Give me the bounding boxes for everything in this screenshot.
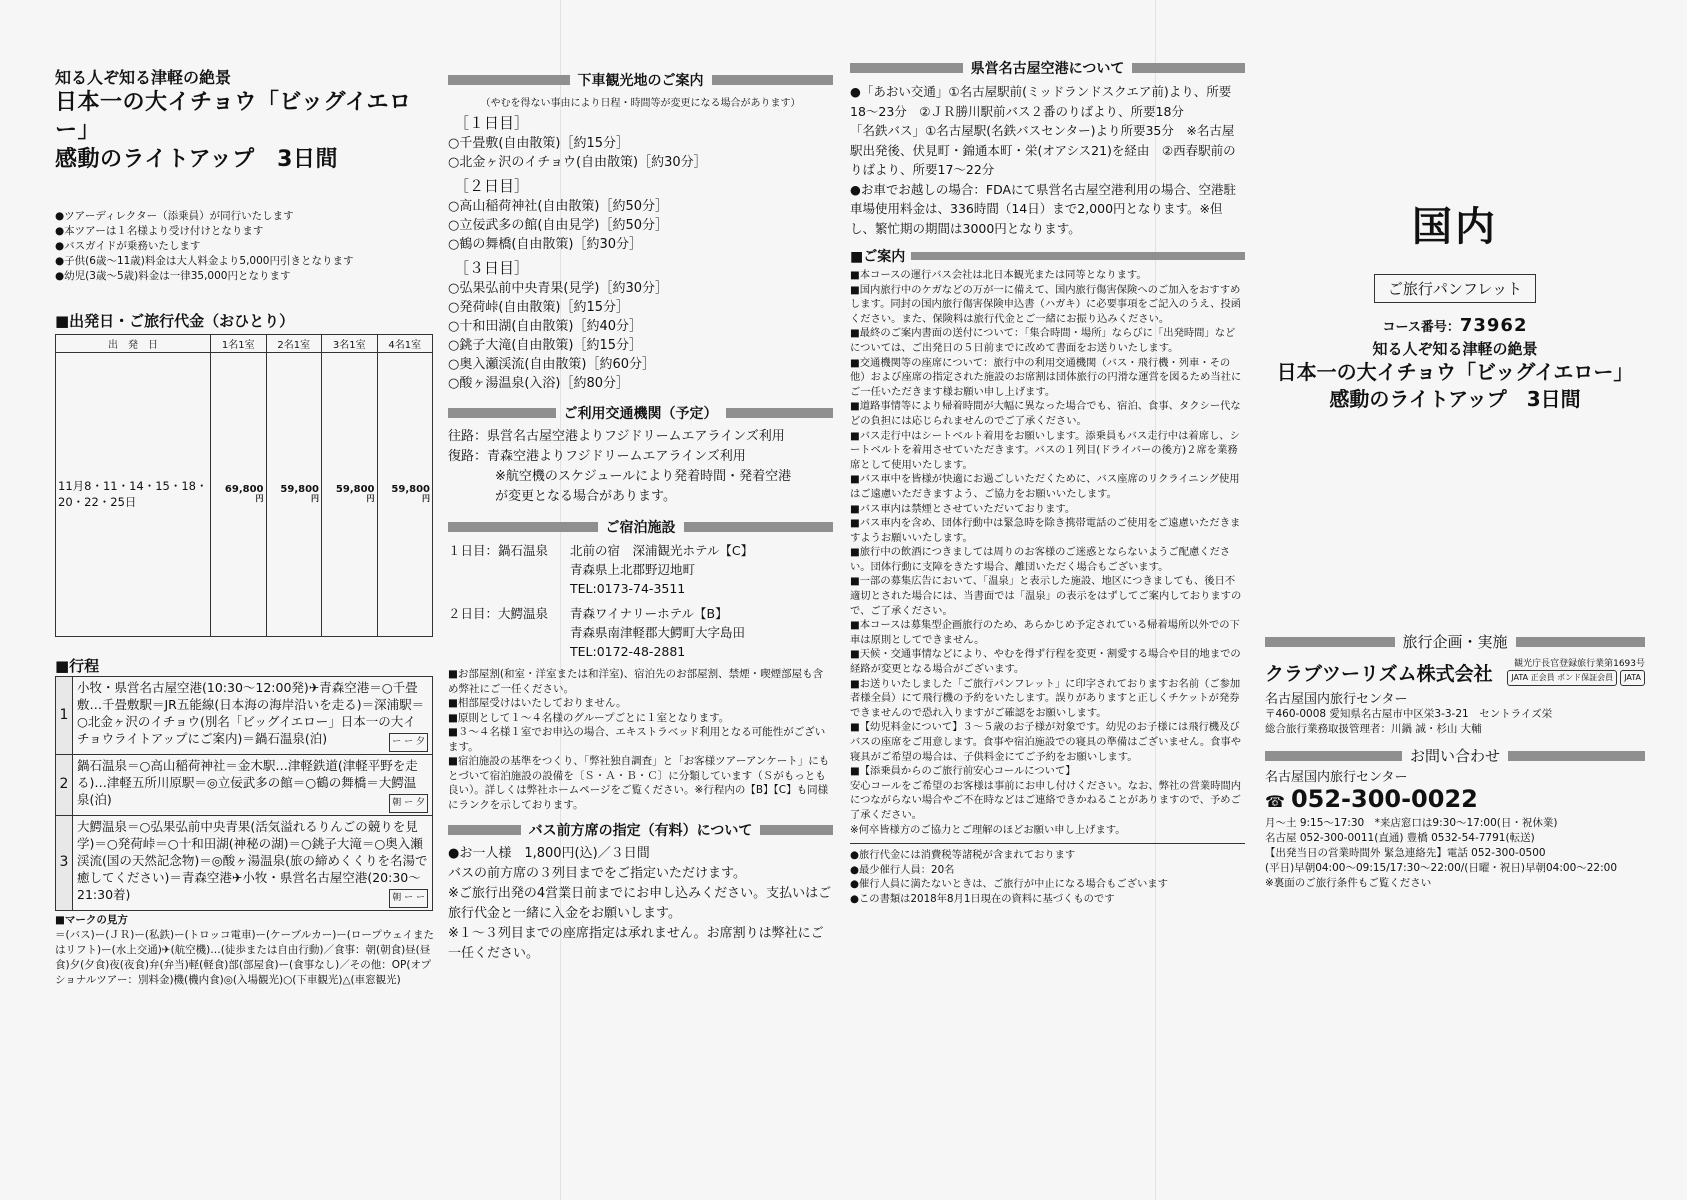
note-item: ●子供(6歳〜11歳)料金は大人料金より5,000円引きとなります	[55, 254, 354, 267]
price-unit: 円	[255, 494, 264, 504]
spot-item: ○酸ヶ湯温泉(入浴)［約80分］	[448, 376, 630, 391]
tour-title-2: 感動のライトアップ 3日間	[55, 146, 338, 172]
cover-title	[1265, 338, 1645, 413]
tour-title-1: 日本一の大イチョウ「ビッグイエロー」	[55, 89, 412, 144]
spot-item: ○十和田湖(自由散策)［約40分］	[448, 319, 643, 334]
contact-tel2: 名古屋 052-300-0011(直通) 豊橋 0532-54-7791(転送)	[1265, 832, 1535, 844]
itinerary-row	[56, 676, 433, 754]
jata-logo: JATA	[1620, 670, 1645, 686]
note-item: ●バスガイドが乗務いたします	[55, 239, 201, 252]
footer-item: ●この書類は2018年8月1日現在の資料に基づくものです	[850, 892, 1115, 905]
spot-item: ○銚子大滝(自由散策)［約15分］	[448, 338, 643, 353]
section-bar	[1265, 631, 1645, 652]
itinerary-text	[73, 754, 433, 815]
airport-heading: 県営名古屋空港について	[970, 61, 1125, 77]
hotel-name: 北前の宿 深浦観光ホテル【C】	[570, 543, 754, 558]
itinerary-heading: ■行程	[55, 656, 100, 675]
spot-item: ○発荷峠(自由散策)［約15分］	[448, 300, 630, 315]
lodging-note: ■３〜４名様１室でお申込の場合、エキストラベッド利用となる可能性がございます。	[448, 726, 826, 753]
itinerary-text	[73, 815, 433, 910]
phone-icon: ☎	[1265, 792, 1285, 811]
guide-item: ■本コースは募集型企画旅行のため、あらかじめ予定されている帰着場所以外での下車は原則としてできません。	[850, 619, 1240, 646]
contact-info	[1265, 770, 1645, 891]
spot-item: ○弘果弘前中央青果(見学)［約30分］	[448, 281, 669, 296]
table-header-row	[56, 334, 433, 352]
sightseeing-sub: （やむを得ない事由により日程・時間等が変更になる場合があります）	[480, 98, 801, 109]
bond-logo: JATA 正会員 ボンド保証会員	[1507, 670, 1617, 686]
contact-center: 名古屋国内旅行センター	[1265, 770, 1408, 785]
section-bar	[448, 820, 833, 840]
cover-title-1: 日本一の大イチョウ「ビッグイエロー」	[1276, 360, 1634, 384]
lodging-heading: ご宿泊施設	[605, 520, 676, 536]
lodging-note: ■原則として１〜４名様のグループごとに１室となります。	[448, 711, 730, 724]
itinerary-route: 鍋石温泉＝○高山稲荷神社＝金木駅…津軽鉄道(津軽平野を走る)…津軽五所川原駅＝◎立佞武多の館＝○鶴の舞橋＝大鰐温泉(泊)	[77, 757, 418, 807]
seat-line: ※ご旅行出発の4営業日前までにお申し込みください。支払いはご旅行代金と一緒に入金をお願いします。	[448, 886, 832, 921]
contact-heading: お問い合わせ	[1410, 747, 1501, 765]
back-note: ※裏面のご旅行条件もご覧ください	[1265, 877, 1432, 889]
center-address: 〒460-0008 愛知県名古屋市中区栄3-3-21 セントライズ栄	[1265, 708, 1553, 720]
footer-item: ●旅行代金には消費税等諸税が含まれております	[850, 849, 1076, 862]
sightseeing-heading: 下車観光地のご案内	[577, 73, 704, 89]
transport-out: 往路：県営名古屋空港よりフジドリームエアラインズ利用	[448, 429, 785, 444]
column-sightseeing	[448, 62, 833, 964]
center-manager: 総合旅行業務取扱管理者：川鍋 誠・杉山 大輔	[1265, 723, 1482, 735]
table-header: 4名1室	[377, 334, 433, 352]
day-heading: ［３日目］	[454, 259, 530, 277]
meal-badge: 朝 ー ー	[389, 889, 428, 908]
price-unit: 円	[366, 494, 375, 504]
meal-badge: ー ー 夕	[389, 733, 428, 752]
guide-heading-row	[850, 246, 1245, 266]
guide-list	[850, 268, 1245, 837]
emergency: 【出発当日の営業時間外 緊急連絡先】電話 052-300-0500	[1265, 847, 1546, 859]
seat-price: ●お一人様 1,800円(込)／３日間	[448, 846, 650, 861]
price-cell	[266, 352, 322, 636]
emergency-hours: (平日)早朝04:00〜09:15/17:30〜22:00/(日曜・祝日)早朝04:00〜22:00	[1265, 862, 1618, 874]
itinerary-row	[56, 754, 433, 815]
transport-note: が変更となる場合があります。	[495, 489, 676, 504]
lodging-note: ■相部屋受けはいたしておりません。	[448, 697, 627, 709]
table-row	[56, 352, 433, 636]
pamphlet-label: ご旅行パンフレット	[1374, 274, 1536, 303]
tour-notes	[55, 209, 435, 284]
guide-item: ■お送りいたしました「ご旅行パンフレット」に印字されておりますお名前（ご参加者様全員）にて飛行機の予約をいたします。誤りがありますと正しくチケットが発券できませんので恐れ入りますがご確認をお願いします。	[850, 677, 1241, 719]
spot-item: ○北金ヶ沢のイチョウ(自由散策)［約30分］	[448, 155, 707, 170]
note-item: ●幼児(3歳〜5歳)料金は一律35,000円となります	[55, 269, 291, 282]
table-header: 3名1室	[322, 334, 378, 352]
guide-item: ■天候・交通事情などにより、やむを得ず行程を変更・割愛する場合や目的地までの経路が変更となる場合がございます。	[850, 648, 1241, 676]
price-value: 59,800	[391, 484, 430, 496]
price-value: 69,800	[224, 484, 264, 496]
itinerary-text	[73, 676, 433, 754]
table-header: 1名1室	[211, 334, 267, 352]
itinerary-route: 小牧・県営名古屋空港(10:30〜12:00発)✈青森空港＝○千畳敷…千畳敷駅＝JR五能線(日本海の海岸沿いを走る)＝深浦駅＝○北金ヶ沢のイチョウ(別名「ビッグイエロー」日本一の大イチョウライトアップにご案内)＝鍋石温泉(泊)	[77, 679, 425, 746]
meal-badge: 朝 ー 夕	[389, 794, 428, 813]
price-table	[55, 334, 433, 637]
itinerary-table	[55, 676, 433, 911]
note-item: ●本ツアーは１名様より受け付けとなります	[55, 224, 264, 237]
hotel-address: 青森県上北郡野辺地町	[570, 562, 696, 577]
cover-title-2: 感動のライトアップ 3日間	[1329, 387, 1581, 411]
day-heading: ［２日目］	[454, 177, 530, 195]
guide-item: ■【幼児料金について】３〜５歳のお子様が対象です。幼児のお子様には飛行機及びバスの座席をご用意します。食事や宿泊施設での寝具の準備はございません。食事や寝具がご希望の場合は、子供料金にてご予約をお願いします。	[850, 721, 1242, 763]
registration-number: 観光庁長官登録旅行業第1693号	[1514, 659, 1645, 669]
price-unit: 円	[422, 494, 430, 504]
guide-item: ■【添乗員からのご旅行前安心コールについて】	[850, 765, 1076, 778]
spot-item: ○奥入瀬渓流(自由散策)［約60分］	[448, 357, 656, 372]
transport-note: ※航空機のスケジュールにより発着時間・発着空港	[495, 469, 792, 484]
lodging-detail	[570, 541, 753, 598]
day-number: 2	[56, 754, 73, 815]
marks-legend	[55, 913, 435, 988]
day-heading: ［１日目］	[454, 114, 530, 132]
guide-item: ■一部の募集広告において、「温泉」と表示した施設、地区につきましても、後日不適切とされた場合には、当書面では「温泉」の表示をはずしてご案内しておりますので、ご了承ください。	[850, 575, 1242, 617]
center-name: 名古屋国内旅行センター	[1265, 692, 1408, 707]
contact-hours: 月〜土 9:15〜17:30 *来店窓口は9:30〜17:00(日・祝休業)	[1265, 817, 1558, 829]
lodging-notes	[448, 667, 833, 812]
section-bar	[448, 70, 833, 90]
course-label: コース番号：	[1382, 320, 1460, 335]
price-value: 59,800	[335, 484, 375, 496]
guide-item: ■道路事情等により帰着時間が大幅に異なった場合でも、宿泊、食事、タクシー代などの負担には応じられませんのでご了承ください。	[850, 400, 1241, 427]
guide-item: ■バス車内を含め、団体行動中は緊急時を除き携帯電話のご使用をご遠慮いただきますようお願いいたします。	[850, 517, 1241, 544]
airport-line: ●お車でお越しの場合：FDAにて県営名古屋空港利用の場合、空港駐車場使用料金は、336時間（14日）まで2,000円となります。※但し、繁忙期の期間は3000円となります。	[850, 181, 1237, 236]
price-unit: 円	[311, 494, 319, 504]
divider	[850, 843, 1245, 844]
guide-item: ■旅行中の飲酒につきましては周りのお客様のご迷惑とならないようご配慮ください。団体行動に支障をきたす場合、離団いただく場合もございます。	[850, 546, 1231, 573]
course-number	[1265, 315, 1645, 336]
marks-text: ＝(バス)ー(ＪＲ)ー(私鉄)ー(トロッコ電車)ー(ケーブルカー)ー(ロープウェイまたはリフト)ー(水上交通)✈(航空機)…(徒歩または自由行動)／食事：朝(朝食)昼(昼食)夕(夕食)夜(夜食)弁(弁当)軽(軽食)部(部屋食)ー(食事なし)／その他：OP(オプショナルツアー：別料金)機(機内食)◎(入場観光)○(下車観光)△(車窓観光)	[55, 928, 434, 986]
column-tour-details	[55, 68, 435, 988]
price-cell	[211, 352, 267, 636]
company-name: クラブツーリズム株式会社	[1265, 662, 1493, 685]
contact-tel	[1265, 785, 1645, 816]
seat-line: ※１〜３列目までの座席指定は承れません。お席割りは弊社にご一任ください。	[448, 926, 824, 961]
tour-subtitle: 知る人ぞ知る津軽の絶景	[55, 68, 232, 87]
day-number: 1	[56, 676, 73, 754]
marks-heading: ■マークの見方	[55, 913, 128, 926]
airport-line: 「名鉄バス」①名古屋駅(名鉄バスセンター)より所要35分 ※名古屋駅出発後、伏見町・錦通本町・栄(オアシス21)を経由 ②西春駅前のりばより、所要17〜22分	[850, 123, 1236, 177]
lodging-label: ２日目：大鰐温泉	[448, 606, 549, 621]
spot-item: ○立佞武多の館(自由見学)［約50分］	[448, 218, 669, 233]
footer-item: ●最少催行人員：20名	[850, 863, 955, 876]
departure-dates: 11月8・11・14・15・18・20・22・25日	[56, 352, 211, 636]
spot-item: ○鶴の舞橋(自由散策)［約30分］	[448, 237, 643, 252]
price-cell	[377, 352, 433, 636]
footer-item: ●催行人員に満たないときは、ご旅行が中止になる場合もございます	[850, 878, 1168, 891]
day-number: 3	[56, 815, 73, 910]
transport-return: 復路：青森空港よりフジドリームエアラインズ利用	[448, 449, 746, 464]
guide-item: ■バス車中を皆様が快適にお過ごしいただくために、バス座席のリクライニング使用はご遠慮いただきますよう、ご協力をお願いいたします。	[850, 473, 1240, 500]
price-heading: ■出発日・ご旅行代金（おひとり）	[55, 311, 295, 330]
course-no: 73962	[1459, 315, 1528, 336]
section-bar	[448, 403, 833, 423]
price-cell	[322, 352, 378, 636]
price-value: 59,800	[280, 484, 319, 496]
hotel-name: 青森ワイナリーホテル【B】	[570, 606, 728, 621]
lodging-note: ■宿泊施設の基準をつくり、「弊社独自調査」と「お客様ツアーアンケート」にもとづいて宿泊施設の設備を〔Ｓ・Ａ・Ｂ・Ｃ〕に分類しています（Ｓがもっとも良い）。詳しくは弊社ホームページをご覧ください。※行程内の【B】【C】も同様にランクを示しております。	[448, 755, 830, 811]
transport-heading: ご利用交通機関（予定）	[563, 406, 718, 422]
column-cover	[1265, 195, 1645, 891]
guide-item: ■最終のご案内書面の送付について：「集合時間・場所」ならびに「出発時間」などについては、ご出発日の５日前までに改めて書面をお送りいたします。	[850, 327, 1236, 354]
center-info	[1265, 692, 1645, 737]
table-header: 2名1室	[266, 334, 322, 352]
section-bar	[850, 58, 1245, 78]
tel-number: 052-300-0022	[1290, 785, 1478, 813]
section-bar	[448, 517, 833, 537]
guide-item: 安心コールをご希望のお客様は事前にお申し付けください。なお、弊社の営業時間内につながらない場合やご不在時などはご連絡できかねることがありますので、予めご了承ください。	[850, 779, 1242, 821]
guide-item: ■バス車内は禁煙とさせていただいております。	[850, 502, 1076, 515]
lodging-note: ■お部屋割(和室・洋室または和洋室)、宿泊先のお部屋割、禁煙・喫煙部屋も含め弊社にご一任ください。	[448, 668, 824, 695]
airport-line: ●「あおい交通」①名古屋駅前(ミッドランドスクエア前)より、所要18〜23分 ②ＪＲ勝川駅前バス２番のりばより、所要18分	[850, 84, 1232, 119]
guide-item: ■国内旅行中のケガなどの万が一に備えて、国内旅行傷害保険へのご加入をおすすめします。同封の国内旅行傷害保険申込書（ハガキ）に必要事項をご記入のうえ、投函ください。また、保険料は旅行代金とご一緒にお振り込みください。	[850, 283, 1242, 325]
spot-item: ○千畳敷(自由散策)［約15分］	[448, 136, 630, 151]
lodging-label: １日目：鍋石温泉	[448, 543, 549, 558]
table-header: 出 発 日	[56, 334, 211, 352]
lodging-item	[448, 604, 833, 661]
column-info	[850, 58, 1245, 907]
note-item: ●ツアーディレクター（添乗員）が同行いたします	[55, 209, 294, 222]
cover-subtitle: 知る人ぞ知る津軽の絶景	[1372, 340, 1538, 358]
lodging-item	[448, 541, 833, 598]
section-bar	[1265, 745, 1645, 766]
lodging-detail	[570, 604, 745, 661]
heading-rule	[911, 252, 1245, 260]
itinerary-row	[56, 815, 433, 910]
guide-item: ■バス走行中はシートベルト着用をお願いします。添乗員もバス走行中は着席し、シートベルトを着用させていただきます。バスの１列目(ドライバーの後方)２席を業務席として使用いたします。	[850, 429, 1240, 471]
guide-item: ■本コースの運行バス会社は北日本観光または同等となります。	[850, 269, 1147, 281]
plan-heading: 旅行企画・実施	[1402, 633, 1508, 651]
itinerary-route: 大鰐温泉＝○弘果弘前中央青果(活気溢れるりんごの競りを見学)＝○発荷峠＝○十和田湖(神秘の湖)＝○銚子大滝＝○奥入瀬渓流(国の天然記念物)＝◎酸ヶ湯温泉(旅の締めくくりを名湯で癒してください)＝青森空港✈小牧・県営名古屋空港(20:30〜21:30着)	[77, 818, 428, 902]
spot-item: ○高山稲荷神社(自由散策)［約50分］	[448, 199, 669, 214]
hotel-tel: TEL:0172-48-2881	[570, 644, 686, 659]
guide-footer	[850, 848, 1245, 906]
company-row	[1265, 658, 1645, 686]
seat-heading: バス前方席の指定（有料）について	[528, 823, 753, 839]
hotel-tel: TEL:0173-74-3511	[570, 581, 686, 596]
guide-heading: ■ご案内	[850, 249, 906, 265]
guide-item: ■交通機関等の座席について：旅行中の利用交通機関（バス・飛行機・列車・その他）および座席の指定された施設のお席割は団体旅行の円滑な運営を図るため当社にご一任いただきます様お願い申し上げます。	[850, 356, 1242, 398]
domestic-label: 国内	[1412, 204, 1498, 250]
registration	[1504, 658, 1645, 686]
seat-line: バスの前方席の３列目までをご指定いただけます。	[448, 866, 746, 881]
guide-item: ※何卒皆様方のご協力とご理解のほどお願い申し上げます。	[850, 823, 1126, 836]
hotel-address: 青森県南津軽郡大鰐町大字島田	[570, 625, 746, 640]
